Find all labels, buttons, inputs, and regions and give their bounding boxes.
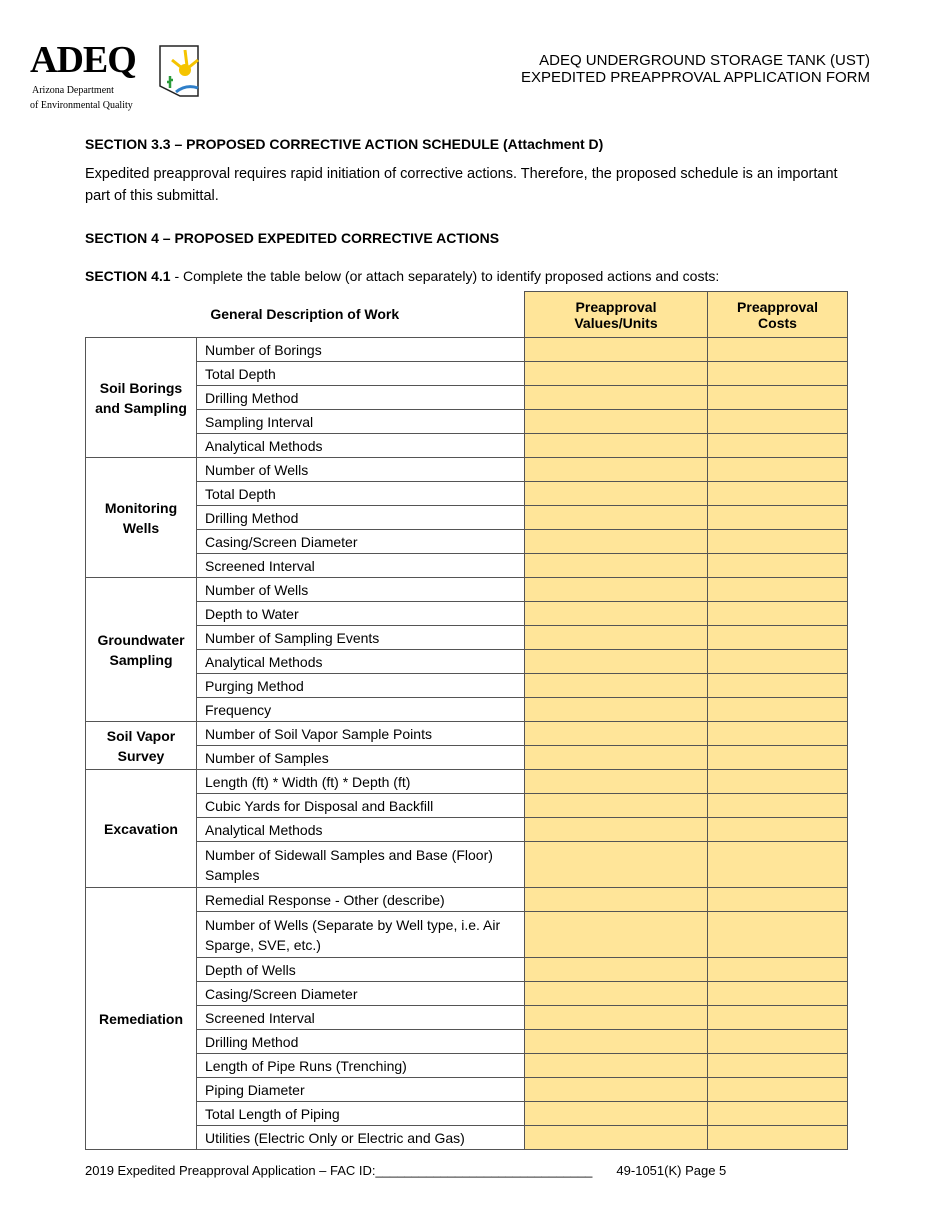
costs-field[interactable]	[708, 578, 848, 602]
costs-field[interactable]	[708, 1030, 848, 1054]
work-item: Number of Wells (Separate by Well type, i.e. Air Sparge, SVE, etc.)	[197, 912, 525, 958]
section-4-1-label: SECTION 4.1	[85, 268, 171, 284]
footer-left: 2019 Expedited Preapproval Application – FAC ID:______________________________	[85, 1163, 593, 1178]
table-row	[86, 1126, 848, 1150]
table-row	[86, 722, 848, 746]
values-units-field[interactable]	[525, 674, 708, 698]
costs-field[interactable]	[708, 1054, 848, 1078]
values-units-field[interactable]	[525, 770, 708, 794]
work-item: Length (ft) * Width (ft) * Depth (ft)	[197, 770, 525, 794]
costs-field[interactable]	[708, 1102, 848, 1126]
table-row	[86, 386, 848, 410]
work-item: Number of Wells	[197, 578, 525, 602]
work-item: Analytical Methods	[197, 650, 525, 674]
values-units-field[interactable]	[525, 888, 708, 912]
work-item: Utilities (Electric Only or Electric and Gas)	[197, 1126, 525, 1150]
table-row	[86, 1102, 848, 1126]
table-row	[86, 674, 848, 698]
svg-text:Arizona Department: Arizona Department	[32, 85, 114, 96]
work-item: Analytical Methods	[197, 434, 525, 458]
table-row	[86, 410, 848, 434]
values-units-field[interactable]	[525, 1126, 708, 1150]
values-units-field[interactable]	[525, 1078, 708, 1102]
svg-text:of Environmental Quality: of Environmental Quality	[30, 100, 133, 111]
svg-text:ADEQ: ADEQ	[30, 40, 136, 81]
table-row	[86, 818, 848, 842]
adeq-logo	[30, 40, 202, 112]
values-units-field[interactable]	[525, 434, 708, 458]
category-cell: Remediation	[86, 888, 197, 1150]
table-row	[86, 698, 848, 722]
table-row	[86, 912, 848, 958]
costs-field[interactable]	[708, 458, 848, 482]
costs-field[interactable]	[708, 434, 848, 458]
table-row	[86, 362, 848, 386]
work-item: Number of Samples	[197, 746, 525, 770]
table-row	[86, 506, 848, 530]
costs-field[interactable]	[708, 842, 848, 888]
costs-field[interactable]	[708, 698, 848, 722]
costs-field[interactable]	[708, 506, 848, 530]
values-units-field[interactable]	[525, 338, 708, 362]
work-item: Drilling Method	[197, 1030, 525, 1054]
work-item: Remedial Response - Other (describe)	[197, 888, 525, 912]
values-units-field[interactable]	[525, 482, 708, 506]
values-units-field[interactable]	[525, 1054, 708, 1078]
costs-field[interactable]	[708, 554, 848, 578]
work-item: Total Length of Piping	[197, 1102, 525, 1126]
costs-field[interactable]	[708, 746, 848, 770]
work-item: Number of Sidewall Samples and Base (Floor) Samples	[197, 842, 525, 888]
work-item: Number of Wells	[197, 458, 525, 482]
table-row	[86, 1030, 848, 1054]
section-3-3-text: Expedited preapproval requires rapid initiation of corrective actions. Therefore, the proposed schedule is an important part of this submittal.	[85, 166, 838, 204]
values-units-field[interactable]	[525, 602, 708, 626]
costs-field[interactable]	[708, 626, 848, 650]
values-units-field[interactable]	[525, 410, 708, 434]
table-row	[86, 626, 848, 650]
category-cell: Soil Vapor Survey	[86, 722, 197, 770]
table-row	[86, 554, 848, 578]
work-item: Frequency	[197, 698, 525, 722]
costs-field[interactable]	[708, 1078, 848, 1102]
category-cell: Groundwater Sampling	[86, 578, 197, 722]
table-row	[86, 650, 848, 674]
table-row	[86, 338, 848, 362]
header-values-units: Preapproval Values/Units	[525, 292, 708, 338]
category-cell: Excavation	[86, 770, 197, 888]
work-item: Purging Method	[197, 674, 525, 698]
values-units-field[interactable]	[525, 958, 708, 982]
work-item: Number of Soil Vapor Sample Points	[197, 722, 525, 746]
footer-page: 49-1051(K) Page 5	[616, 1163, 727, 1178]
work-item: Casing/Screen Diameter	[197, 982, 525, 1006]
work-item: Number of Sampling Events	[197, 626, 525, 650]
values-units-field[interactable]	[525, 1102, 708, 1126]
work-item: Piping Diameter	[197, 1078, 525, 1102]
costs-field[interactable]	[708, 650, 848, 674]
form-title	[521, 52, 870, 86]
work-item: Drilling Method	[197, 386, 525, 410]
values-units-field[interactable]	[525, 722, 708, 746]
work-item: Depth of Wells	[197, 958, 525, 982]
table-row	[86, 982, 848, 1006]
values-units-field[interactable]	[525, 362, 708, 386]
values-units-field[interactable]	[525, 506, 708, 530]
corrective-actions-table	[85, 291, 848, 1150]
values-units-field[interactable]	[525, 650, 708, 674]
table-row	[86, 794, 848, 818]
work-item: Analytical Methods	[197, 818, 525, 842]
table-row	[86, 842, 848, 888]
costs-field[interactable]	[708, 958, 848, 982]
values-units-field[interactable]	[525, 698, 708, 722]
costs-field[interactable]	[708, 982, 848, 1006]
form-title-line1: ADEQ UNDERGROUND STORAGE TANK (UST)	[539, 52, 870, 69]
costs-field[interactable]	[708, 1006, 848, 1030]
table-row	[86, 434, 848, 458]
costs-field[interactable]	[708, 770, 848, 794]
table-row	[86, 770, 848, 794]
values-units-field[interactable]	[525, 530, 708, 554]
costs-field[interactable]	[708, 338, 848, 362]
table-row	[86, 1054, 848, 1078]
costs-field[interactable]	[708, 410, 848, 434]
work-item: Depth to Water	[197, 602, 525, 626]
section-4-1-text: - Complete the table below (or attach separately) to identify proposed actions and costs:	[170, 268, 720, 284]
values-units-field[interactable]	[525, 458, 708, 482]
work-item: Screened Interval	[197, 1006, 525, 1030]
form-title-line2: EXPEDITED PREAPPROVAL APPLICATION FORM	[521, 69, 870, 86]
header-general-description: General Description of Work	[86, 292, 525, 338]
work-item: Cubic Yards for Disposal and Backfill	[197, 794, 525, 818]
costs-field[interactable]	[708, 482, 848, 506]
costs-field[interactable]	[708, 794, 848, 818]
costs-field[interactable]	[708, 362, 848, 386]
values-units-field[interactable]	[525, 626, 708, 650]
work-item: Number of Borings	[197, 338, 525, 362]
work-item: Sampling Interval	[197, 410, 525, 434]
values-units-field[interactable]	[525, 386, 708, 410]
costs-field[interactable]	[708, 1126, 848, 1150]
costs-field[interactable]	[708, 530, 848, 554]
work-item: Drilling Method	[197, 506, 525, 530]
values-units-field[interactable]	[525, 818, 708, 842]
table-row	[86, 746, 848, 770]
category-cell: Monitoring Wells	[86, 458, 197, 578]
values-units-field[interactable]	[525, 982, 708, 1006]
values-units-field[interactable]	[525, 842, 708, 888]
values-units-field[interactable]	[525, 1030, 708, 1054]
values-units-field[interactable]	[525, 746, 708, 770]
footer	[85, 1163, 885, 1178]
table-row	[86, 958, 848, 982]
section-4-heading: SECTION 4 – PROPOSED EXPEDITED CORRECTIVE ACTIONS	[85, 230, 500, 246]
work-item: Total Depth	[197, 362, 525, 386]
header-costs: Preapproval Costs	[708, 292, 848, 338]
table-row	[86, 482, 848, 506]
table-row	[86, 458, 848, 482]
table-row	[86, 578, 848, 602]
values-units-field[interactable]	[525, 578, 708, 602]
values-units-field[interactable]	[525, 912, 708, 958]
table-row	[86, 602, 848, 626]
work-item: Casing/Screen Diameter	[197, 530, 525, 554]
values-units-field[interactable]	[525, 554, 708, 578]
work-item: Length of Pipe Runs (Trenching)	[197, 1054, 525, 1078]
table-row	[86, 1006, 848, 1030]
section-3-3-heading: SECTION 3.3 – PROPOSED CORRECTIVE ACTION SCHEDULE (Attachment D)	[85, 136, 604, 152]
costs-field[interactable]	[708, 818, 848, 842]
costs-field[interactable]	[708, 722, 848, 746]
costs-field[interactable]	[708, 386, 848, 410]
values-units-field[interactable]	[525, 794, 708, 818]
costs-field[interactable]	[708, 912, 848, 958]
costs-field[interactable]	[708, 602, 848, 626]
work-item: Total Depth	[197, 482, 525, 506]
section-4-1-intro	[85, 268, 719, 284]
table-row	[86, 530, 848, 554]
work-item: Screened Interval	[197, 554, 525, 578]
table-row	[86, 1078, 848, 1102]
costs-field[interactable]	[708, 888, 848, 912]
category-cell: Soil Borings and Sampling	[86, 338, 197, 458]
values-units-field[interactable]	[525, 1006, 708, 1030]
table-row	[86, 888, 848, 912]
costs-field[interactable]	[708, 674, 848, 698]
